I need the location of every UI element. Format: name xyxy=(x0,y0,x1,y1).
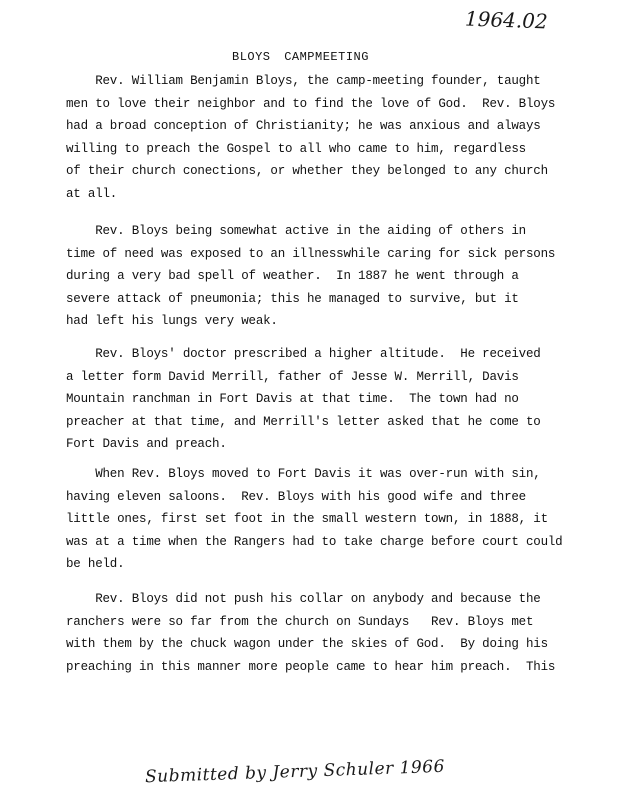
document-title: BLOYS CAMPMEETING xyxy=(232,50,369,64)
paragraph-fort-davis: When Rev. Bloys moved to Fort Davis it was over-run with sin, having eleven saloons. Rev. Bloys with his good wife and three little ones, first set foot in the small western town, in 1888, it was at a time when the Rangers had to take charge before court could be held. xyxy=(66,467,563,571)
accession-number: 1964.02 xyxy=(464,6,549,34)
paragraph-illness: Rev. Bloys being somewhat active in the aiding of others in time of need was exposed to an illnesswhile caring for sick persons during a very bad spell of weather. In 1887 he went through a severe attack of pneumonia; this he managed to survive, but it had left his lungs very weak. xyxy=(66,224,556,328)
paragraph-founder: Rev. William Benjamin Bloys, the camp-meeting founder, taught men to love their neighbor and to find the love of God. Rev. Bloys had a broad conception of Christianity; he was anxious and always willing to preach the Gospel to all who came to him, regardless of their church conections, or whether they belonged to any church at all. xyxy=(66,74,556,201)
paragraph-chuck-wagon: Rev. Bloys did not push his collar on anybody and because the ranchers were so far from the church on Sundays Rev. Bloys met with them by the chuck wagon under the skies of God. By doing his preaching in this manner more people came to hear him preach. This xyxy=(66,592,556,674)
paragraph-doctor: Rev. Bloys' doctor prescribed a higher altitude. He received a letter form David Merrill, father of Jesse W. Merrill, Davis Mountain ranchman in Fort Davis at that time. The town had no preacher at that time, and Merrill's letter asked that he come to Fort Davis and preach. xyxy=(66,347,541,451)
handwritten-signature: Submitted by Jerry Schuler 1966 xyxy=(144,756,446,788)
